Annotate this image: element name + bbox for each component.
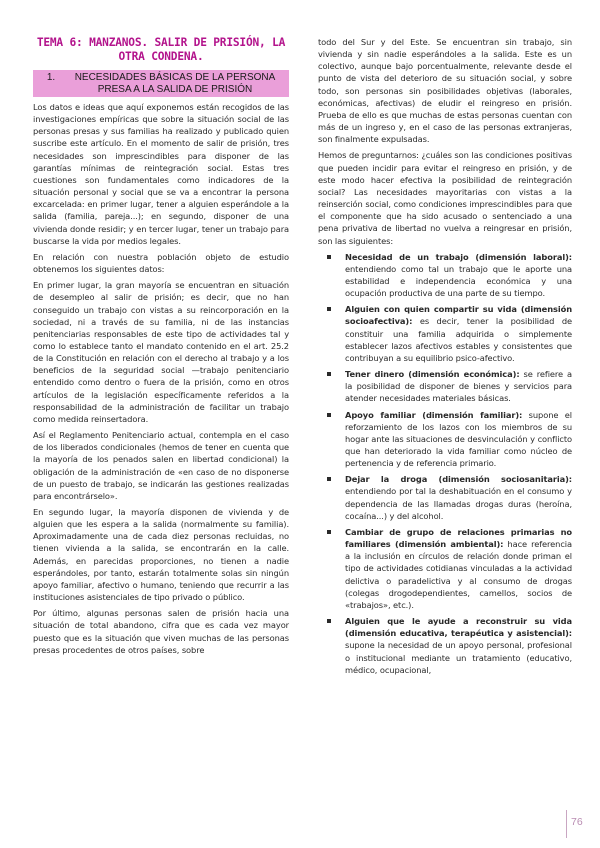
list-item (318, 615, 572, 676)
list-item (318, 409, 572, 470)
need-heading: Necesidad de un trabajo (dimensión laboral): (345, 251, 572, 262)
need-heading: Tener dinero (dimensión económica): (345, 369, 520, 380)
section-label: NECESIDADES BÁSICAS DE LA PERSONA PRESA A LA SALIDA DE PRISIÓN (74, 72, 276, 95)
paragraph: Por último, algunas personas salen de prisión hacia una situación de total abandono, cifra que es cada vez mayor puesto que es la situación que viven muchas de las personas presas procedentes de otros países, sobre (33, 608, 289, 655)
paragraph: En relación con nuestra población objeto de estudio obtenemos los siguientes datos: (33, 251, 289, 275)
paragraph: Así el Reglamento Penitenciario actual, contempla en el caso de los liberados condicionales (hemos de tener en cuenta que la mayoría de los penados salen en libertad condicional) la obligación de la administración de «en caso de no disponerse de un puesto de trabajo, se indicarán las gestiones realizadas para encontrárselo». (33, 430, 289, 501)
need-heading: Dejar la droga (dimensión sociosanitaria): (345, 474, 572, 485)
need-text: entendiendo como tal un trabajo que le aporte una estabilidad e independencia económica y una ocupación productiva de una parte de su tiempo. (345, 263, 572, 299)
section-heading (33, 70, 289, 97)
need-text: supone el reforzamiento de los lazos con los miembros de su hogar ante las situaciones de desvinculación y conflicto que han deteriorado la vida familiar como núcleo de pertenencia y de referencia primario. (345, 409, 572, 469)
needs-list (318, 251, 572, 676)
bullet-icon (327, 530, 331, 534)
right-column (318, 36, 572, 680)
need-text: hace referencia a la inclusión en círculos de relación donde priman el tipo de actividades cotidianas vinculadas a la actividad delictiva o paradelictiva y al consumo de drogas (colegas drogodependientes, camellos, socios de «trabajos», etc.). (345, 539, 572, 610)
paragraph: Los datos e ideas que aquí exponemos están recogidos de las investigaciones empíricas que sobre la situación social de las personas presas y sus familias ha realizado y publicado quien suscribe este artículo. En el momento de salir de prisión, tres necesidades son imprescindibles para disponer de las garantías mínimas de reintegración social. Estas tres cuestiones son fundamentales como indicadores de la situación personal y social que se va a encontrar la persona excarcelada: en primer lugar, tener a alguien esperándole a la salida (familia, pareja...); en segundo, disponer de una vivienda donde residir; y en tercer lugar, tener un trabajo para buscarse la vida por medios legales. (33, 102, 289, 246)
paragraph: En segundo lugar, la mayoría disponen de vivienda y de alguien que les espera a la salida (normalmente su familia). Aproximadamente una de cada diez personas recluidas, no tienen vivienda a la salida, se encontrarán en la calle. Además, en parecidas proporciones, no tienen a nadie esperándoles, por tanto, estarán totalmente solas sin ningún apoyo familiar, afectivo o humano, teniendo que recurrir a las instituciones asistenciales de tipo privado o público. (33, 507, 289, 603)
list-item (318, 251, 572, 300)
bullet-icon (327, 372, 331, 376)
need-heading: Apoyo familiar (dimensión familiar): (345, 409, 523, 420)
paragraph: En primer lugar, la gran mayoría se encuentran en situación de desempleo al salir de prisión; es decir, que no han conseguido un trabajo con vistas a su reincorporación en la sociedad, ni a través de su familia, ni de las instancias penitenciarias responsables de este tipo de actividades tal y como lo establece tanto el mandato contenido en el art. 25.2 de la Constitución en relación con el derecho al trabajo y a los beneficios de la seguridad social —trabajo penitenciario entendido como dentro o fuera de la prisión, como en otros artículos de la legislación específicamente referidos a la responsabilidad de la administración de facilitar un trabajo como medida reinsertadora. (33, 280, 289, 424)
list-item (318, 303, 572, 364)
chapter-title: TEMA 6: MANZANOS. SALIR DE PRISIÓN, LA OTRA CONDENA. (36, 36, 286, 63)
bullet-icon (327, 255, 331, 259)
page-number-divider (566, 810, 567, 838)
need-text: supone la necesidad de un apoyo personal, profesional o institucional mediante un tratamiento (educativo, médico, ocupacional, (345, 640, 572, 675)
need-text: es decir, tener la posibilidad de constituir una familia adquirida o simplemente establecer lazos afectivos estables y consistentes que contribuyan a su equilibrio psico-afectivo. (345, 316, 572, 363)
page-number: 76 (571, 816, 583, 828)
list-item (318, 473, 572, 522)
left-column (33, 36, 289, 660)
need-heading: Alguien con quien compartir su vida (dimensión socioafectiva): (345, 304, 572, 327)
bullet-icon (327, 307, 331, 311)
bullet-icon (327, 619, 331, 623)
list-item (318, 368, 572, 404)
paragraph: Hemos de preguntarnos: ¿cuáles son las condiciones positivas que pueden incidir para evitar el reingreso en prisión, y de este modo hacer efectiva la posibilidad de reintegración social? Las necesidades mayoritarias con vistas a la reinserción social, como condiciones imprescindibles para que el componente que ha sido acusado o sentenciado a una pena privativa de libertad no vuelva a reingresar en prisión, son las siguientes: (318, 150, 572, 246)
list-item (318, 526, 572, 611)
need-text: entendiendo por tal la deshabituación en el consumo y dependencia de las llamadas drogas duras (heroína, cocaína...) y del alcohol. (345, 486, 572, 521)
need-heading: Cambiar de grupo de relaciones primarias no familiares (dimensión ambiental): (345, 526, 572, 550)
need-text: se refiere a la posibilidad de disponer de bienes y servicios para atender necesidades materiales básicas. (345, 369, 573, 404)
paragraph: todo del Sur y del Este. Se encuentran sin trabajo, sin vivienda y sin nadie esperándoles a la salida. Este es un colectivo, aunque bajo porcentualmente, relevante desde el punto de vista del deterioro de su situación social, y sobre todo, son personas sin posibilidades objetivas (laborales, económicas, afectivas) de eludir el reingreso en prisión. Prueba de ello es que muchas de estas personas cuentan con más de un ingreso y, en el caso de las personas extranjeras, son finalmente expulsadas. (318, 37, 572, 145)
bullet-icon (327, 413, 331, 417)
bullet-icon (327, 477, 331, 481)
section-number: 1. (46, 72, 56, 83)
need-heading: Alguien que le ayude a reconstruir su vida (dimensión educativa, terapéutica y asistencial): (345, 616, 572, 639)
